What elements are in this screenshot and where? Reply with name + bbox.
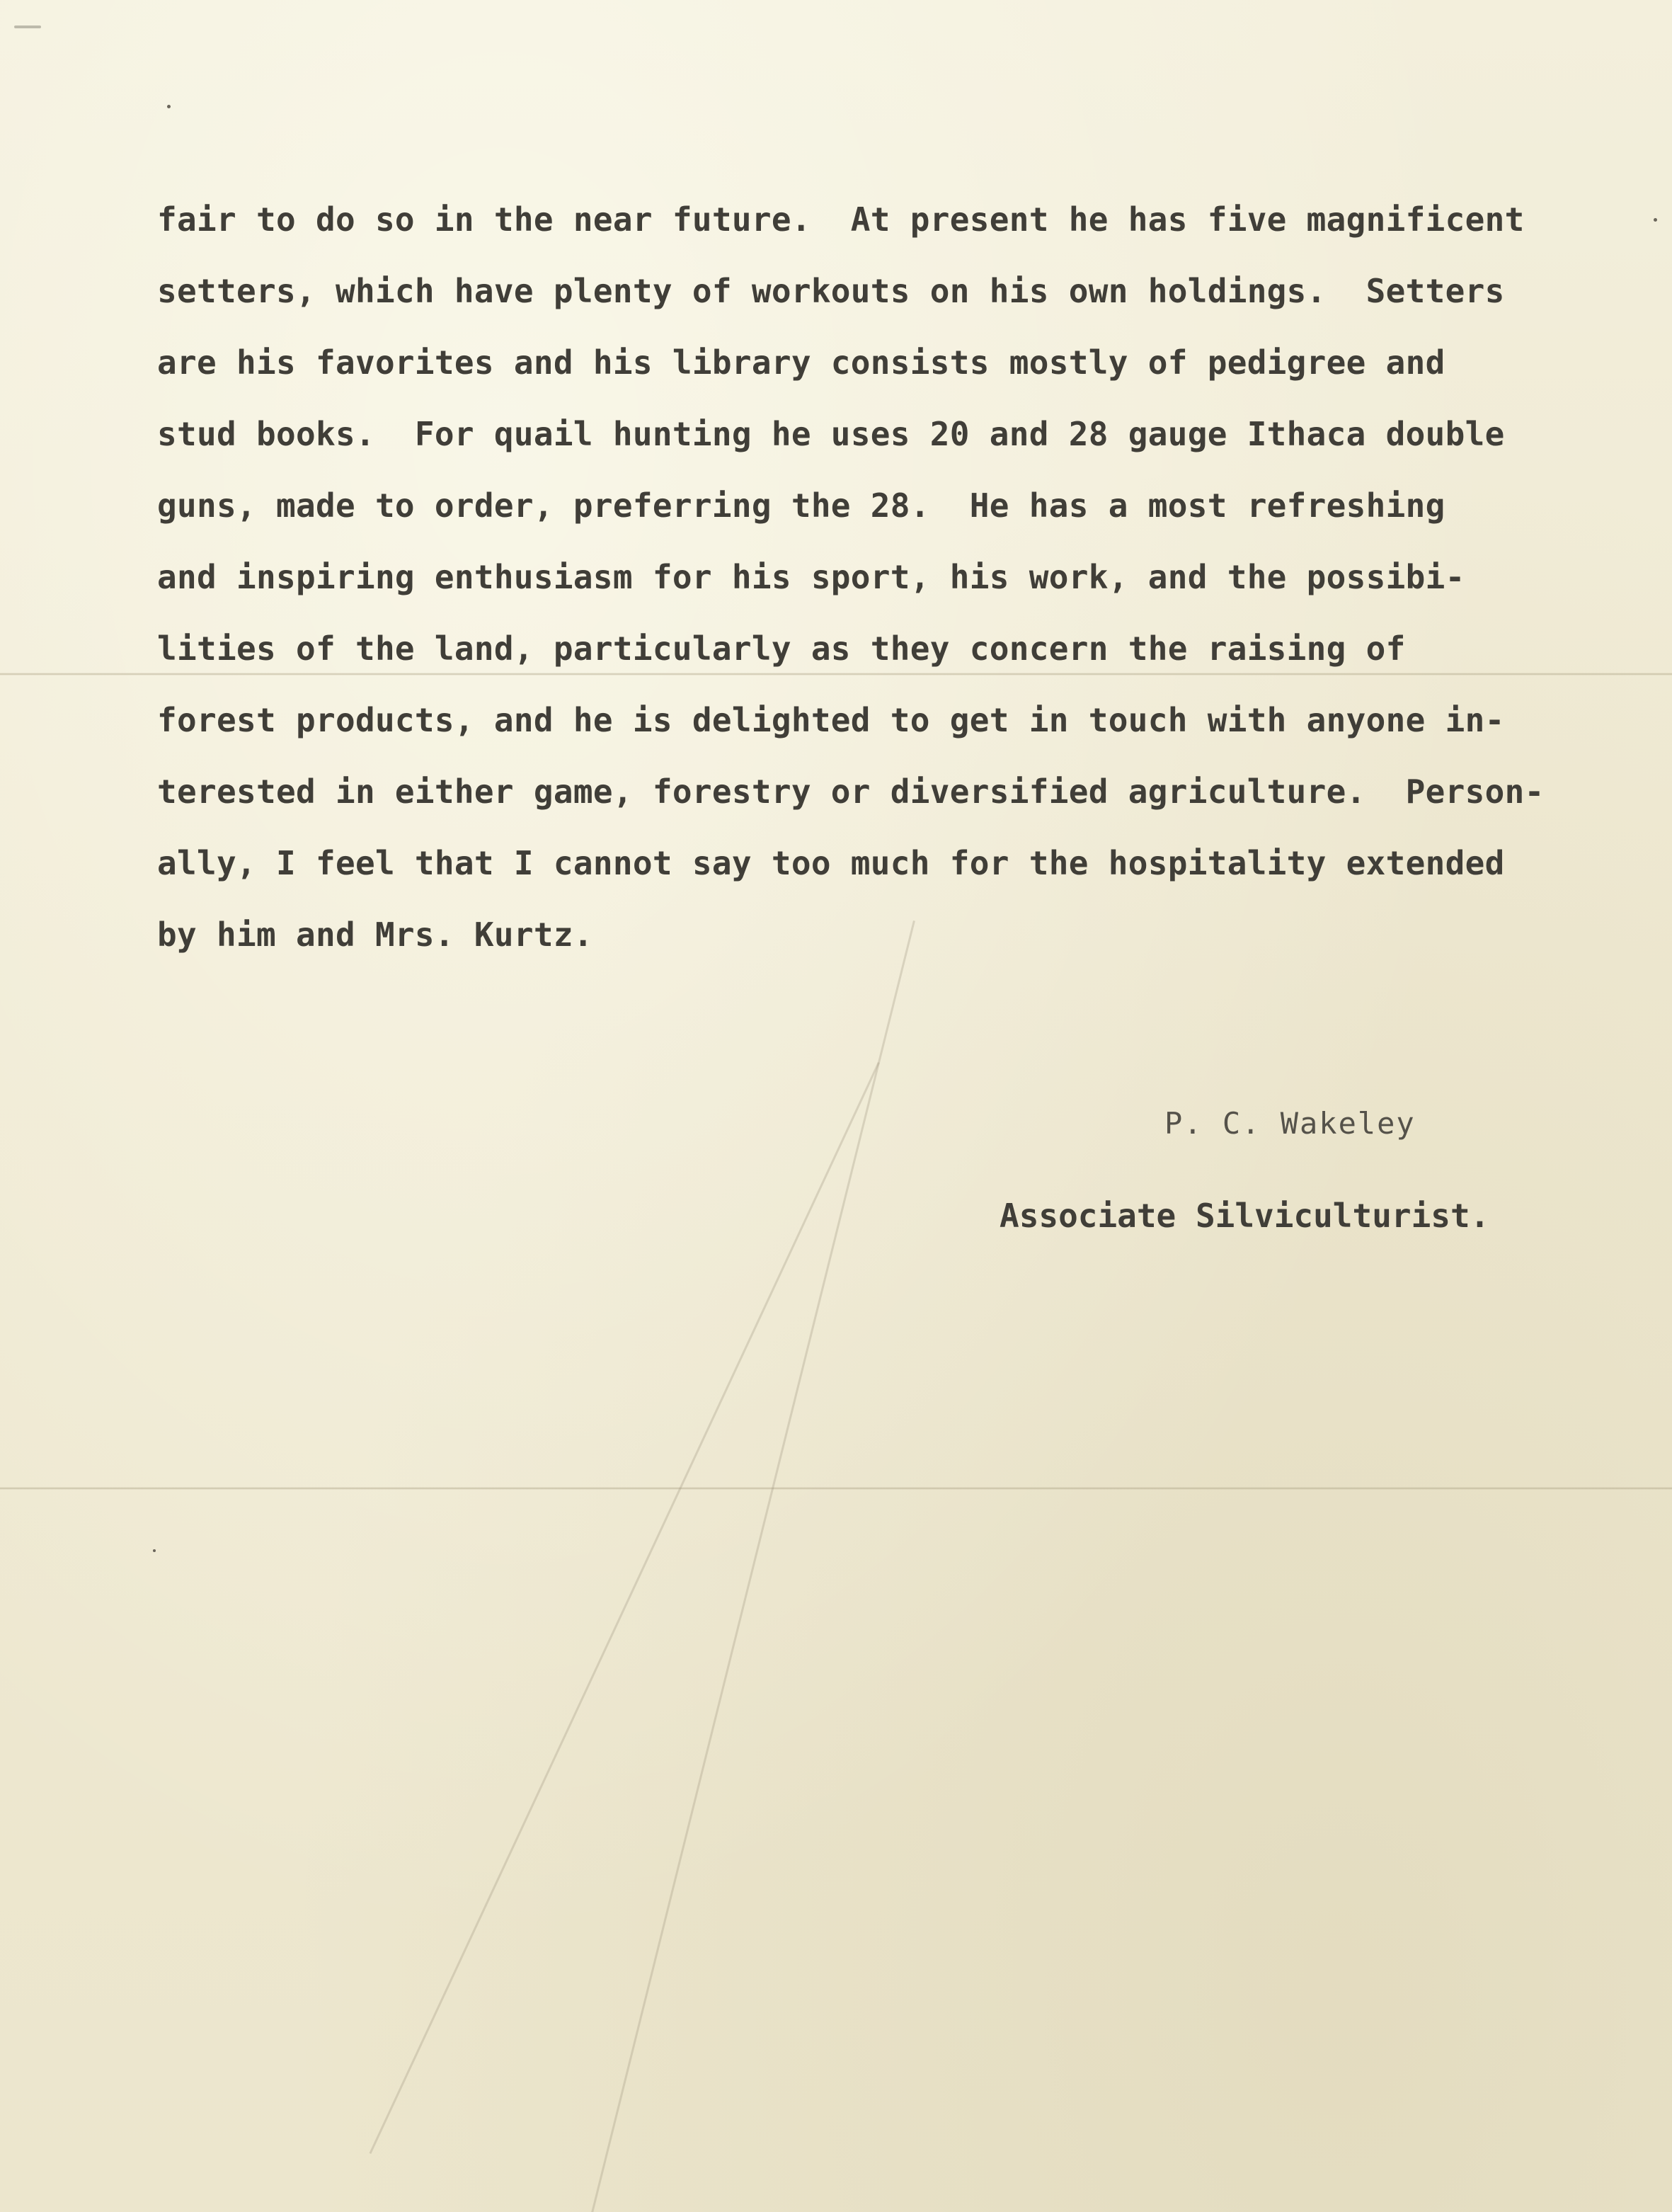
body-line: guns, made to order, preferring the 28. He has a most refreshing: [157, 486, 1445, 525]
signature-name: P. C. Wakeley: [1164, 1106, 1416, 1141]
body-line: terested in either game, forestry or diversified agriculture. Person-: [157, 773, 1545, 811]
body-line: setters, which have plenty of workouts on his own holdings. Setters: [157, 272, 1505, 310]
body-line: stud books. For quail hunting he uses 20 and 28 gauge Ithaca double: [157, 415, 1505, 453]
body-line: forest products, and he is delighted to get in touch with anyone in-: [157, 701, 1505, 739]
paper-speck: [153, 1549, 156, 1552]
paper-speck: [167, 105, 171, 108]
paper-crease: [370, 1062, 880, 2154]
body-line: lities of the land, particularly as they concern the raising of: [157, 629, 1406, 668]
body-line: fair to do so in the near future. At present he has five magnificent: [157, 200, 1525, 239]
paper-speck: [1654, 218, 1657, 222]
signature-title: Associate Silviculturist.: [1000, 1197, 1490, 1235]
paper-speck: [14, 25, 41, 28]
body-line: are his favorites and his library consists mostly of pedigree and: [157, 343, 1445, 382]
body-line: and inspiring enthusiasm for his sport, his work, and the possibi-: [157, 558, 1465, 596]
letter-body: [157, 198, 1644, 985]
body-line: by him and Mrs. Kurtz.: [157, 916, 593, 954]
paper-crease: [588, 920, 915, 2212]
paper-fold-line: [0, 1487, 1672, 1490]
body-line: ally, I feel that I cannot say too much for the hospitality extended: [157, 844, 1505, 882]
